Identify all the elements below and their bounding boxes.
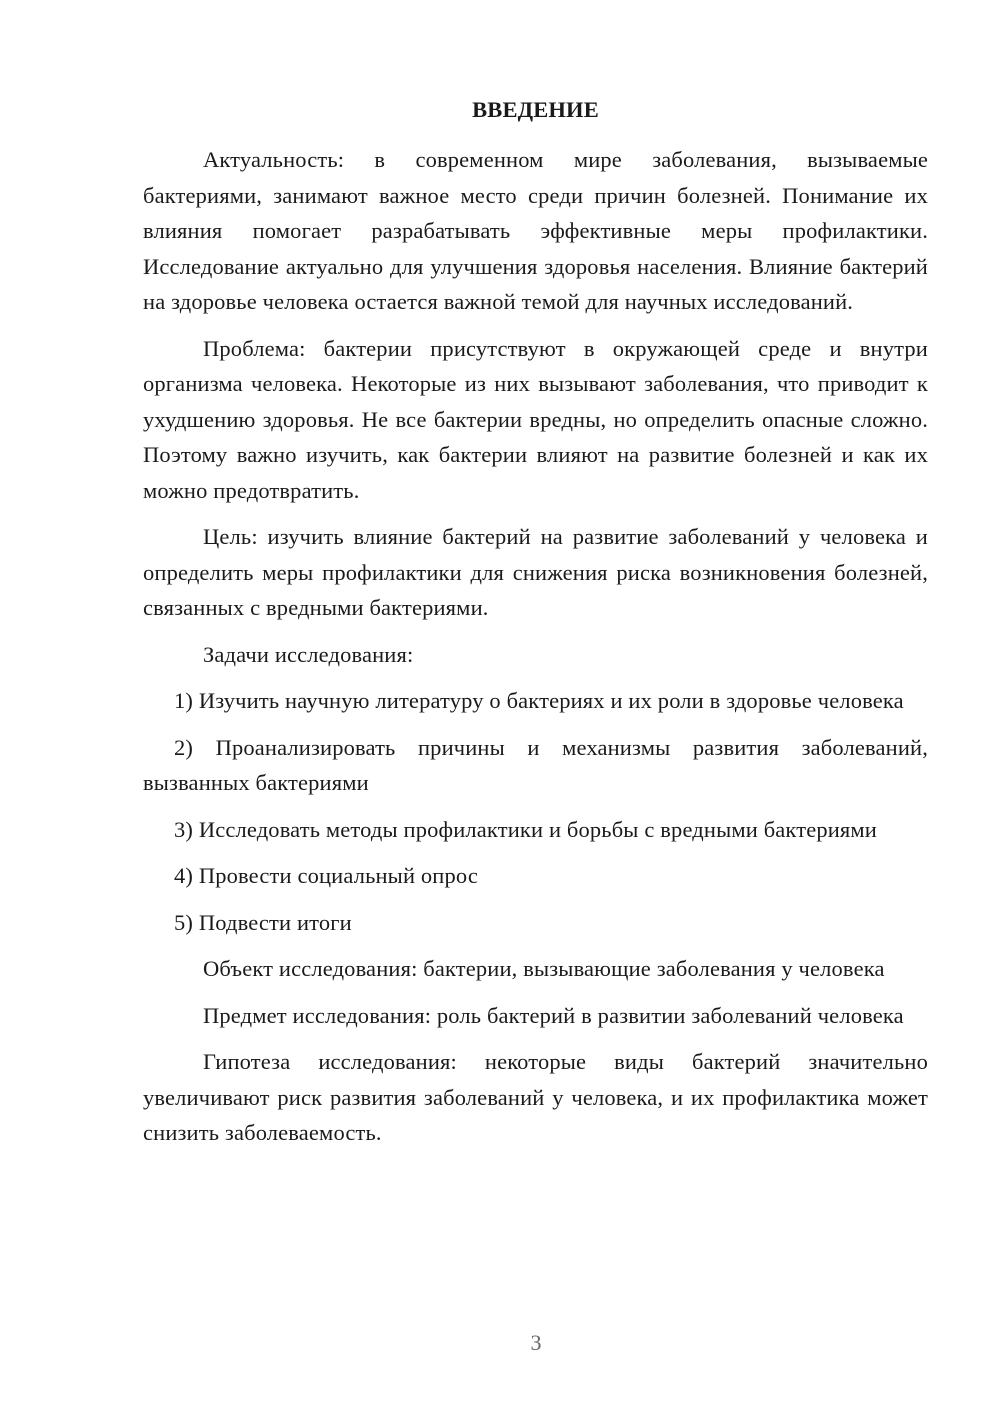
object-paragraph: Объект исследования: бактерии, вызывающие заболевания у человека <box>203 956 885 981</box>
hypothesis-paragraph: Гипотеза исследования: некоторые виды бактерий значительно увеличивают риск развития заболеваний у человека, и их профилактика может снизить заболеваемость. <box>143 1049 928 1145</box>
task-item-4: 4) Провести социальный опрос <box>174 863 478 888</box>
task-item-1: 1) Изучить научную литературу о бактериях и их роли в здоровье человека <box>174 688 904 713</box>
problem-paragraph: Проблема: бактерии присутствуют в окружающей среде и внутри организма человека. Некоторые из них вызывают заболевания, что приводит к ухудшению здоровья. Не все бактерии вредны, но определить опасные сложно. Поэтому важно изучить, как бактерии влияют на развитие болезней и как их можно предотвратить. <box>143 335 928 503</box>
document-body <box>143 92 928 1162</box>
relevance-paragraph: Актуальность: в современном мире заболевания, вызываемые бактериями, занимают важное место среди причин болезней. Понимание их влияния помогает разрабатывать эффективные меры профилактики. Исследование актуально для улучшения здоровья населения. Влияние бактерий на здоровье человека остается важной темой для научных исследований. <box>143 147 928 314</box>
subject-paragraph: Предмет исследования: роль бактерий в развитии заболеваний человека <box>203 1002 904 1028</box>
task-item-5: 5) Подвести итоги <box>174 909 352 935</box>
goal-paragraph: Цель: изучить влияние бактерий на развитие заболеваний у человека и определить меры профилактики для снижения риска возникновения болезней, связанных с вредными бактериями. <box>143 524 928 620</box>
page-number: 3 <box>530 1330 542 1355</box>
task-item-2: 2) Проанализировать причины и механизмы развития заболеваний, вызванных бактериями <box>143 734 928 795</box>
tasks-heading: Задачи исследования: <box>203 641 414 667</box>
section-title: ВВЕДЕНИЕ <box>472 97 599 122</box>
task-item-3: 3) Исследовать методы профилактики и борьбы с вредными бактериями <box>174 816 877 842</box>
